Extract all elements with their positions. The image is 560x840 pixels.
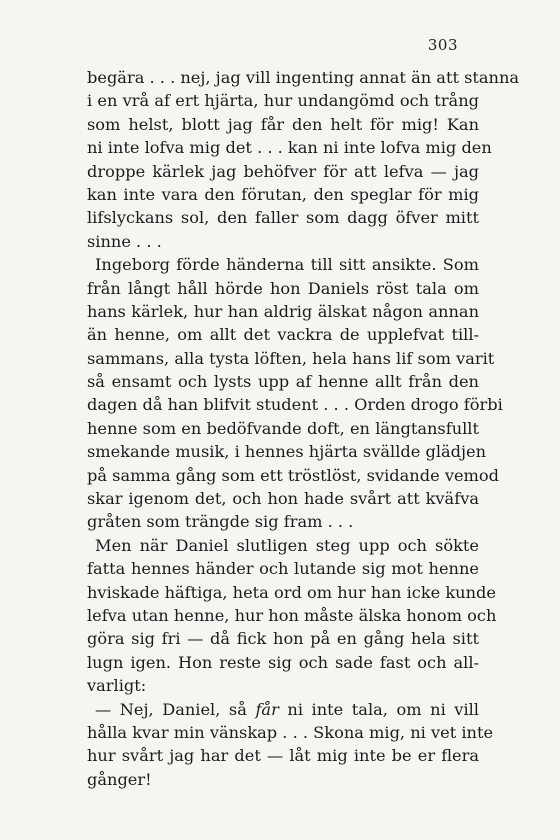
text-line: gånger! (87, 769, 152, 789)
paragraph-start-line: Ingeborg förde händerna till sitt ansikte. Som (95, 255, 479, 275)
text-line: begära . . . nej, jag vill ingenting annat än att stanna (87, 68, 520, 87)
text-line: hviskade häftiga, heta ord om hur han icke kunde (87, 582, 496, 602)
text-line: droppe kärlek jag behöfver för att lefva — jag (87, 161, 479, 181)
paragraph-start-line: Men när Daniel slutligen steg upp och sökte (95, 535, 479, 555)
text-line: gråten som trängde sig fram . . . (87, 512, 354, 532)
page-number: 303 (427, 36, 458, 54)
text-line: hans kärlek, hur han aldrig älskat någon annan (87, 301, 479, 321)
text-line: sammans, alla tysta löften, hela hans lif som varit (87, 348, 495, 368)
text-line: hur svårt jag har det — låt mig inte be er flera (87, 746, 479, 766)
dialogue-text: — Nej, Daniel, så (95, 699, 247, 719)
text-line: som helst, blott jag får den helt för mig! Kan (87, 114, 479, 134)
dialogue-text: ni inte tala, om ni vill (287, 699, 479, 719)
text-line: lugn igen. Hon reste sig och sade fast och all- (87, 652, 479, 672)
text-line: i en vrå af ert hjärta, hur undangömd och trång (87, 91, 479, 111)
text-line: dagen då han blifvit student . . . Orden drogo förbi (87, 395, 503, 415)
text-line: lifslyckans sol, den faller som dagg öfver mitt (87, 208, 479, 228)
text-line: fatta hennes händer och lutande sig mot henne (87, 559, 479, 579)
text-line: hålla kvar min vänskap . . . Skona mig, ni vet inte (87, 722, 494, 742)
text-line: varligt: (87, 676, 147, 696)
text-line: sinne . . . (87, 231, 162, 251)
text-line: henne som en bedöfvande doft, en längtansfullt (87, 418, 479, 438)
text-line: på samma gång som ett tröstlöst, svidande vemod (87, 465, 500, 485)
emphasized-word: får (255, 699, 279, 719)
text-line: göra sig fri — då fick hon på en gång hela sitt (87, 629, 479, 649)
text-line: ni inte lofva mig det . . . kan ni inte lofva mig den (87, 138, 492, 158)
text-line: lefva utan henne, hur hon måste älska honom och (87, 605, 497, 625)
text-line: kan inte vara den förutan, den speglar för mig (87, 184, 479, 204)
paragraph-start-line (87, 698, 479, 721)
body-text (87, 66, 520, 791)
text-line: från långt håll hörde hon Daniels röst tala om (87, 278, 479, 298)
text-line: skar igenom det, och hon hade svårt att kväfva (87, 489, 479, 509)
text-line: så ensamt och lysts upp af henne allt från den (87, 372, 479, 392)
text-line: än henne, om allt det vackra de upplefvat till- (87, 325, 479, 345)
text-line: smekande musik, i hennes hjärta svällde glädjen (87, 442, 487, 462)
